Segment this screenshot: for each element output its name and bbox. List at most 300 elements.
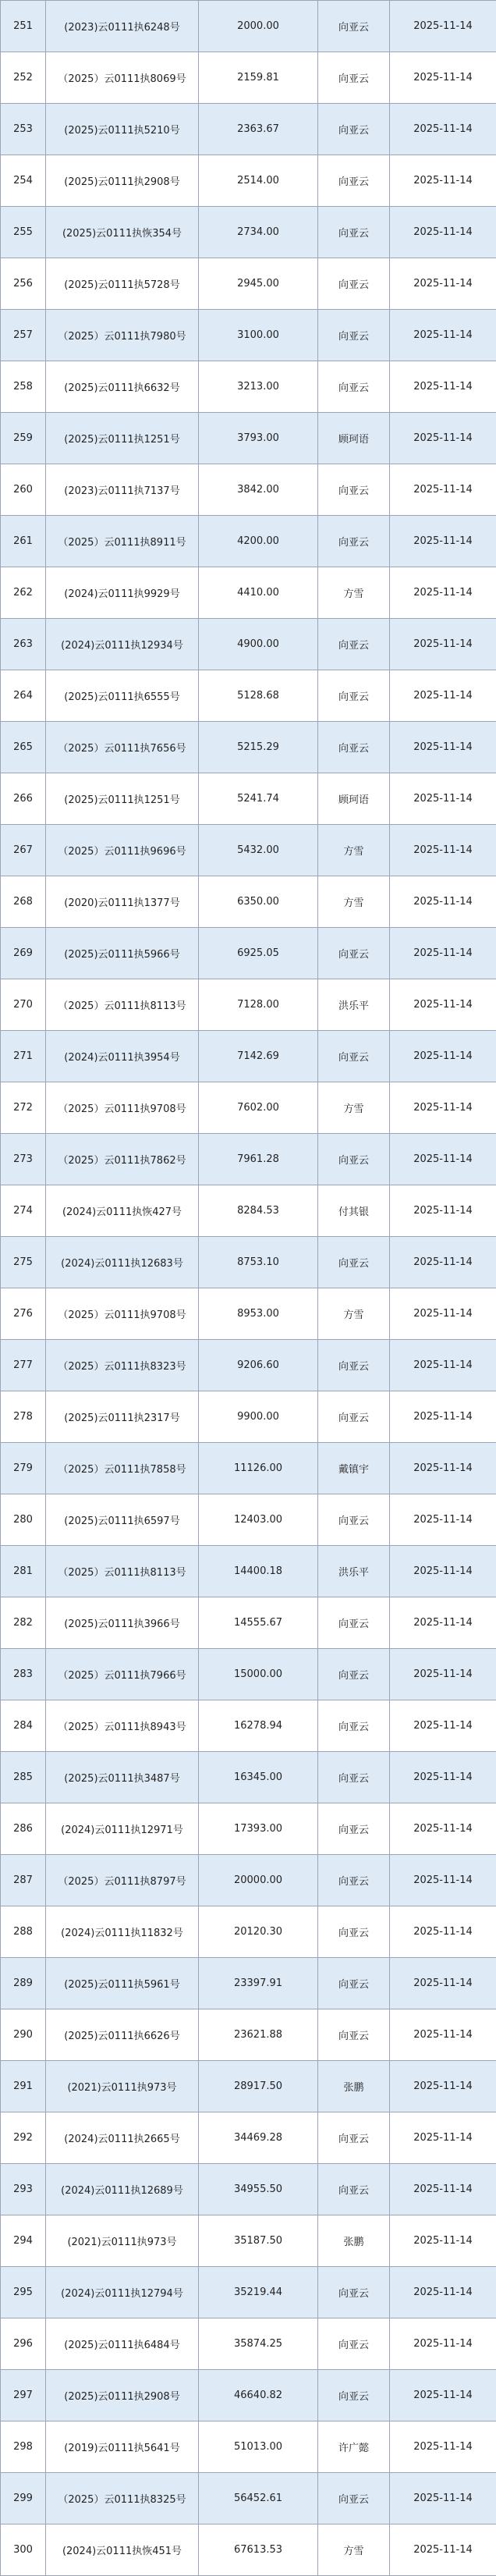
- row-index-cell: 260: [1, 464, 46, 516]
- row-index-cell: 273: [1, 1134, 46, 1185]
- table-row: [1, 1031, 496, 1082]
- row-index-cell: 291: [1, 2061, 46, 2112]
- date-cell: 2025-11-14: [390, 2524, 496, 2576]
- amount-cell: 56452.61: [199, 2473, 318, 2524]
- table-row: [1, 619, 496, 670]
- handler-name-cell: 向亚云: [318, 1134, 390, 1185]
- date-cell: 2025-11-14: [390, 619, 496, 670]
- date-cell: 2025-11-14: [390, 1649, 496, 1700]
- table-row: [1, 2215, 496, 2267]
- handler-name-cell: 向亚云: [318, 2009, 390, 2061]
- table-row: [1, 1340, 496, 1391]
- table-row: [1, 1185, 496, 1237]
- date-cell: 2025-11-14: [390, 2473, 496, 2524]
- date-cell: 2025-11-14: [390, 361, 496, 413]
- table-row: [1, 1855, 496, 1906]
- date-cell: 2025-11-14: [390, 1288, 496, 1340]
- table-row: [1, 2112, 496, 2164]
- case-number-cell: (2024)云0111执3954号: [46, 1031, 199, 1082]
- handler-name-cell: 顾珂语: [318, 413, 390, 464]
- case-number-cell: (2023)云0111执6248号: [46, 1, 199, 52]
- amount-cell: 5241.74: [199, 773, 318, 825]
- date-cell: 2025-11-14: [390, 1082, 496, 1134]
- case-number-cell: （2025）云0111执9708号: [46, 1082, 199, 1134]
- handler-name-cell: 向亚云: [318, 516, 390, 567]
- row-index-cell: 257: [1, 310, 46, 361]
- amount-cell: 7602.00: [199, 1082, 318, 1134]
- date-cell: 2025-11-14: [390, 464, 496, 516]
- case-number-cell: （2025）云0111执7858号: [46, 1443, 199, 1494]
- table-row: [1, 979, 496, 1031]
- row-index-cell: 297: [1, 2370, 46, 2421]
- handler-name-cell: 顾珂语: [318, 773, 390, 825]
- handler-name-cell: 向亚云: [318, 928, 390, 979]
- handler-name-cell: 向亚云: [318, 361, 390, 413]
- date-cell: 2025-11-14: [390, 670, 496, 722]
- handler-name-cell: 方雪: [318, 2524, 390, 2576]
- row-index-cell: 299: [1, 2473, 46, 2524]
- date-cell: 2025-11-14: [390, 2267, 496, 2318]
- row-index-cell: 268: [1, 876, 46, 928]
- table-row: [1, 52, 496, 104]
- date-cell: 2025-11-14: [390, 773, 496, 825]
- row-index-cell: 272: [1, 1082, 46, 1134]
- table-row: [1, 104, 496, 155]
- date-cell: 2025-11-14: [390, 413, 496, 464]
- date-cell: 2025-11-14: [390, 979, 496, 1031]
- case-number-cell: （2025）云0111执8325号: [46, 2473, 199, 2524]
- date-cell: 2025-11-14: [390, 1803, 496, 1855]
- amount-cell: 35219.44: [199, 2267, 318, 2318]
- row-index-cell: 274: [1, 1185, 46, 1237]
- row-index-cell: 292: [1, 2112, 46, 2164]
- amount-cell: 2363.67: [199, 104, 318, 155]
- amount-cell: 6350.00: [199, 876, 318, 928]
- handler-name-cell: 向亚云: [318, 2112, 390, 2164]
- amount-cell: 51013.00: [199, 2421, 318, 2473]
- case-number-cell: (2025)云0111执6626号: [46, 2009, 199, 2061]
- handler-name-cell: 方雪: [318, 876, 390, 928]
- case-number-cell: (2024)云0111执2665号: [46, 2112, 199, 2164]
- date-cell: 2025-11-14: [390, 2318, 496, 2370]
- table-row: [1, 2061, 496, 2112]
- case-number-cell: (2025)云0111执2317号: [46, 1391, 199, 1443]
- row-index-cell: 267: [1, 825, 46, 876]
- row-index-cell: 275: [1, 1237, 46, 1288]
- table-row: [1, 1494, 496, 1546]
- table-row: [1, 773, 496, 825]
- date-cell: 2025-11-14: [390, 825, 496, 876]
- case-number-cell: （2025）云0111执7966号: [46, 1649, 199, 1700]
- row-index-cell: 261: [1, 516, 46, 567]
- handler-name-cell: 向亚云: [318, 207, 390, 258]
- handler-name-cell: 向亚云: [318, 2473, 390, 2524]
- table-row: [1, 413, 496, 464]
- case-number-cell: （2025）云0111执8943号: [46, 1700, 199, 1752]
- handler-name-cell: 向亚云: [318, 619, 390, 670]
- handler-name-cell: 向亚云: [318, 1031, 390, 1082]
- case-number-cell: (2021)云0111执973号: [46, 2215, 199, 2267]
- handler-name-cell: 洪乐平: [318, 979, 390, 1031]
- amount-cell: 34469.28: [199, 2112, 318, 2164]
- case-number-cell: （2025）云0111执7656号: [46, 722, 199, 773]
- date-cell: 2025-11-14: [390, 1700, 496, 1752]
- amount-cell: 3842.00: [199, 464, 318, 516]
- table-row: [1, 1803, 496, 1855]
- table-row: [1, 516, 496, 567]
- amount-cell: 17393.00: [199, 1803, 318, 1855]
- case-number-cell: （2025）云0111执9696号: [46, 825, 199, 876]
- row-index-cell: 285: [1, 1752, 46, 1803]
- table-row: [1, 1288, 496, 1340]
- handler-name-cell: 向亚云: [318, 1649, 390, 1700]
- table-row: [1, 928, 496, 979]
- amount-cell: 20120.30: [199, 1906, 318, 1958]
- row-index-cell: 253: [1, 104, 46, 155]
- case-number-cell: (2025)云0111执3487号: [46, 1752, 199, 1803]
- amount-cell: 14400.18: [199, 1546, 318, 1597]
- amount-cell: 67613.53: [199, 2524, 318, 2576]
- handler-name-cell: 向亚云: [318, 1855, 390, 1906]
- date-cell: 2025-11-14: [390, 52, 496, 104]
- amount-cell: 3793.00: [199, 413, 318, 464]
- row-index-cell: 252: [1, 52, 46, 104]
- amount-cell: 15000.00: [199, 1649, 318, 1700]
- date-cell: 2025-11-14: [390, 2061, 496, 2112]
- table-row: [1, 361, 496, 413]
- row-index-cell: 259: [1, 413, 46, 464]
- handler-name-cell: 付其银: [318, 1185, 390, 1237]
- amount-cell: 35874.25: [199, 2318, 318, 2370]
- handler-name-cell: 向亚云: [318, 1237, 390, 1288]
- table-row: [1, 258, 496, 310]
- row-index-cell: 251: [1, 1, 46, 52]
- row-index-cell: 256: [1, 258, 46, 310]
- row-index-cell: 271: [1, 1031, 46, 1082]
- date-cell: 2025-11-14: [390, 2164, 496, 2215]
- amount-cell: 8753.10: [199, 1237, 318, 1288]
- handler-name-cell: 向亚云: [318, 670, 390, 722]
- table-row: [1, 1134, 496, 1185]
- amount-cell: 34955.50: [199, 2164, 318, 2215]
- date-cell: 2025-11-14: [390, 2421, 496, 2473]
- case-number-cell: (2025)云0111执5728号: [46, 258, 199, 310]
- row-index-cell: 286: [1, 1803, 46, 1855]
- row-index-cell: 276: [1, 1288, 46, 1340]
- case-number-cell: (2025)云0111执恢354号: [46, 207, 199, 258]
- case-number-cell: (2023)云0111执7137号: [46, 464, 199, 516]
- case-number-cell: (2025)云0111执1251号: [46, 413, 199, 464]
- row-index-cell: 283: [1, 1649, 46, 1700]
- amount-cell: 23397.91: [199, 1958, 318, 2009]
- handler-name-cell: 向亚云: [318, 722, 390, 773]
- table-row: [1, 155, 496, 207]
- table-row: [1, 2524, 496, 2576]
- table-row: [1, 876, 496, 928]
- date-cell: 2025-11-14: [390, 1, 496, 52]
- table-row: [1, 1649, 496, 1700]
- date-cell: 2025-11-14: [390, 207, 496, 258]
- amount-cell: 9206.60: [199, 1340, 318, 1391]
- handler-name-cell: 向亚云: [318, 310, 390, 361]
- handler-name-cell: 向亚云: [318, 464, 390, 516]
- date-cell: 2025-11-14: [390, 876, 496, 928]
- handler-name-cell: 向亚云: [318, 1700, 390, 1752]
- row-index-cell: 277: [1, 1340, 46, 1391]
- case-number-cell: （2025）云0111执8797号: [46, 1855, 199, 1906]
- case-number-cell: (2020)云0111执1377号: [46, 876, 199, 928]
- handler-name-cell: 向亚云: [318, 2267, 390, 2318]
- table-row: [1, 2421, 496, 2473]
- case-number-cell: (2024)云0111执12794号: [46, 2267, 199, 2318]
- case-number-cell: （2025）云0111执7862号: [46, 1134, 199, 1185]
- amount-cell: 5432.00: [199, 825, 318, 876]
- case-table-body: [1, 1, 496, 2576]
- amount-cell: 23621.88: [199, 2009, 318, 2061]
- row-index-cell: 263: [1, 619, 46, 670]
- handler-name-cell: 方雪: [318, 1082, 390, 1134]
- date-cell: 2025-11-14: [390, 1546, 496, 1597]
- handler-name-cell: 方雪: [318, 1288, 390, 1340]
- row-index-cell: 270: [1, 979, 46, 1031]
- case-number-cell: (2025)云0111执2908号: [46, 2370, 199, 2421]
- amount-cell: 2159.81: [199, 52, 318, 104]
- amount-cell: 16345.00: [199, 1752, 318, 1803]
- case-number-cell: (2021)云0111执973号: [46, 2061, 199, 2112]
- case-number-cell: （2025）云0111执7980号: [46, 310, 199, 361]
- amount-cell: 20000.00: [199, 1855, 318, 1906]
- amount-cell: 9900.00: [199, 1391, 318, 1443]
- table-row: [1, 1958, 496, 2009]
- table-row: [1, 1546, 496, 1597]
- row-index-cell: 266: [1, 773, 46, 825]
- case-number-cell: （2025）云0111执8323号: [46, 1340, 199, 1391]
- amount-cell: 16278.94: [199, 1700, 318, 1752]
- table-row: [1, 722, 496, 773]
- handler-name-cell: 向亚云: [318, 2370, 390, 2421]
- date-cell: 2025-11-14: [390, 2370, 496, 2421]
- date-cell: 2025-11-14: [390, 2009, 496, 2061]
- row-index-cell: 280: [1, 1494, 46, 1546]
- case-number-cell: (2024)云0111执12971号: [46, 1803, 199, 1855]
- date-cell: 2025-11-14: [390, 1494, 496, 1546]
- handler-name-cell: 向亚云: [318, 1, 390, 52]
- case-number-cell: (2025)云0111执6597号: [46, 1494, 199, 1546]
- table-row: [1, 1082, 496, 1134]
- date-cell: 2025-11-14: [390, 2112, 496, 2164]
- date-cell: 2025-11-14: [390, 1443, 496, 1494]
- table-row: [1, 1597, 496, 1649]
- row-index-cell: 258: [1, 361, 46, 413]
- row-index-cell: 289: [1, 1958, 46, 2009]
- handler-name-cell: 向亚云: [318, 1494, 390, 1546]
- table-row: [1, 2164, 496, 2215]
- table-row: [1, 1700, 496, 1752]
- date-cell: 2025-11-14: [390, 1134, 496, 1185]
- case-number-cell: (2025)云0111执6555号: [46, 670, 199, 722]
- case-number-cell: (2024)云0111执恢427号: [46, 1185, 199, 1237]
- case-number-cell: （2025）云0111执8069号: [46, 52, 199, 104]
- case-number-cell: (2025)云0111执6632号: [46, 361, 199, 413]
- date-cell: 2025-11-14: [390, 258, 496, 310]
- row-index-cell: 298: [1, 2421, 46, 2473]
- date-cell: 2025-11-14: [390, 1391, 496, 1443]
- table-row: [1, 2473, 496, 2524]
- row-index-cell: 255: [1, 207, 46, 258]
- table-row: [1, 670, 496, 722]
- date-cell: 2025-11-14: [390, 1752, 496, 1803]
- case-number-cell: (2025)云0111执5966号: [46, 928, 199, 979]
- case-number-cell: （2025）云0111执8113号: [46, 1546, 199, 1597]
- amount-cell: 7961.28: [199, 1134, 318, 1185]
- table-row: [1, 464, 496, 516]
- handler-name-cell: 向亚云: [318, 1340, 390, 1391]
- table-row: [1, 1237, 496, 1288]
- row-index-cell: 288: [1, 1906, 46, 1958]
- date-cell: 2025-11-14: [390, 722, 496, 773]
- handler-name-cell: 许广懿: [318, 2421, 390, 2473]
- amount-cell: 8953.00: [199, 1288, 318, 1340]
- date-cell: 2025-11-14: [390, 928, 496, 979]
- date-cell: 2025-11-14: [390, 104, 496, 155]
- case-number-cell: (2025)云0111执5961号: [46, 1958, 199, 2009]
- table-row: [1, 2267, 496, 2318]
- table-row: [1, 1391, 496, 1443]
- table-row: [1, 1752, 496, 1803]
- amount-cell: 7142.69: [199, 1031, 318, 1082]
- amount-cell: 7128.00: [199, 979, 318, 1031]
- date-cell: 2025-11-14: [390, 1237, 496, 1288]
- date-cell: 2025-11-14: [390, 1597, 496, 1649]
- case-number-cell: (2019)云0111执5641号: [46, 2421, 199, 2473]
- amount-cell: 5215.29: [199, 722, 318, 773]
- row-index-cell: 293: [1, 2164, 46, 2215]
- handler-name-cell: 向亚云: [318, 155, 390, 207]
- case-number-cell: (2025)云0111执1251号: [46, 773, 199, 825]
- table-row: [1, 1443, 496, 1494]
- date-cell: 2025-11-14: [390, 1906, 496, 1958]
- amount-cell: 12403.00: [199, 1494, 318, 1546]
- row-index-cell: 284: [1, 1700, 46, 1752]
- amount-cell: 11126.00: [199, 1443, 318, 1494]
- handler-name-cell: 方雪: [318, 825, 390, 876]
- row-index-cell: 262: [1, 567, 46, 619]
- date-cell: 2025-11-14: [390, 516, 496, 567]
- amount-cell: 4410.00: [199, 567, 318, 619]
- row-index-cell: 264: [1, 670, 46, 722]
- amount-cell: 35187.50: [199, 2215, 318, 2267]
- amount-cell: 3100.00: [199, 310, 318, 361]
- amount-cell: 2514.00: [199, 155, 318, 207]
- date-cell: 2025-11-14: [390, 310, 496, 361]
- table-row: [1, 207, 496, 258]
- case-number-cell: (2025)云0111执5210号: [46, 104, 199, 155]
- date-cell: 2025-11-14: [390, 1958, 496, 2009]
- date-cell: 2025-11-14: [390, 155, 496, 207]
- case-number-cell: (2024)云0111执9929号: [46, 567, 199, 619]
- row-index-cell: 269: [1, 928, 46, 979]
- row-index-cell: 254: [1, 155, 46, 207]
- handler-name-cell: 洪乐平: [318, 1546, 390, 1597]
- amount-cell: 6925.05: [199, 928, 318, 979]
- case-number-cell: (2024)云0111执12934号: [46, 619, 199, 670]
- table-row: [1, 825, 496, 876]
- amount-cell: 3213.00: [199, 361, 318, 413]
- handler-name-cell: 向亚云: [318, 1958, 390, 2009]
- row-index-cell: 290: [1, 2009, 46, 2061]
- row-index-cell: 265: [1, 722, 46, 773]
- row-index-cell: 287: [1, 1855, 46, 1906]
- row-index-cell: 279: [1, 1443, 46, 1494]
- amount-cell: 4900.00: [199, 619, 318, 670]
- table-row: [1, 2318, 496, 2370]
- row-index-cell: 294: [1, 2215, 46, 2267]
- handler-name-cell: 戴镇宇: [318, 1443, 390, 1494]
- table-row: [1, 2370, 496, 2421]
- handler-name-cell: 向亚云: [318, 2318, 390, 2370]
- case-number-cell: （2025）云0111执8113号: [46, 979, 199, 1031]
- handler-name-cell: 向亚云: [318, 104, 390, 155]
- case-number-cell: (2024)云0111执恢451号: [46, 2524, 199, 2576]
- case-number-cell: (2024)云0111执11832号: [46, 1906, 199, 1958]
- amount-cell: 46640.82: [199, 2370, 318, 2421]
- handler-name-cell: 向亚云: [318, 1906, 390, 1958]
- handler-name-cell: 向亚云: [318, 1752, 390, 1803]
- row-index-cell: 296: [1, 2318, 46, 2370]
- handler-name-cell: 向亚云: [318, 1803, 390, 1855]
- amount-cell: 28917.50: [199, 2061, 318, 2112]
- table-row: [1, 310, 496, 361]
- case-number-cell: （2025）云0111执8911号: [46, 516, 199, 567]
- amount-cell: 2945.00: [199, 258, 318, 310]
- table-row: [1, 2009, 496, 2061]
- date-cell: 2025-11-14: [390, 567, 496, 619]
- case-number-cell: (2025)云0111执2908号: [46, 155, 199, 207]
- case-number-cell: (2024)云0111执12683号: [46, 1237, 199, 1288]
- amount-cell: 14555.67: [199, 1597, 318, 1649]
- amount-cell: 2734.00: [199, 207, 318, 258]
- table-row: [1, 567, 496, 619]
- amount-cell: 4200.00: [199, 516, 318, 567]
- table-row: [1, 1906, 496, 1958]
- handler-name-cell: 向亚云: [318, 258, 390, 310]
- case-number-cell: (2024)云0111执12689号: [46, 2164, 199, 2215]
- row-index-cell: 295: [1, 2267, 46, 2318]
- amount-cell: 5128.68: [199, 670, 318, 722]
- handler-name-cell: 张鹏: [318, 2215, 390, 2267]
- handler-name-cell: 张鹏: [318, 2061, 390, 2112]
- amount-cell: 8284.53: [199, 1185, 318, 1237]
- amount-cell: 2000.00: [199, 1, 318, 52]
- handler-name-cell: 向亚云: [318, 1391, 390, 1443]
- date-cell: 2025-11-14: [390, 1185, 496, 1237]
- date-cell: 2025-11-14: [390, 1031, 496, 1082]
- handler-name-cell: 向亚云: [318, 52, 390, 104]
- case-number-cell: (2025)云0111执6484号: [46, 2318, 199, 2370]
- case-number-cell: (2025)云0111执3966号: [46, 1597, 199, 1649]
- date-cell: 2025-11-14: [390, 1855, 496, 1906]
- date-cell: 2025-11-14: [390, 1340, 496, 1391]
- date-cell: 2025-11-14: [390, 2215, 496, 2267]
- table-row: [1, 1, 496, 52]
- handler-name-cell: 方雪: [318, 567, 390, 619]
- row-index-cell: 282: [1, 1597, 46, 1649]
- row-index-cell: 281: [1, 1546, 46, 1597]
- row-index-cell: 300: [1, 2524, 46, 2576]
- handler-name-cell: 向亚云: [318, 2164, 390, 2215]
- row-index-cell: 278: [1, 1391, 46, 1443]
- handler-name-cell: 向亚云: [318, 1597, 390, 1649]
